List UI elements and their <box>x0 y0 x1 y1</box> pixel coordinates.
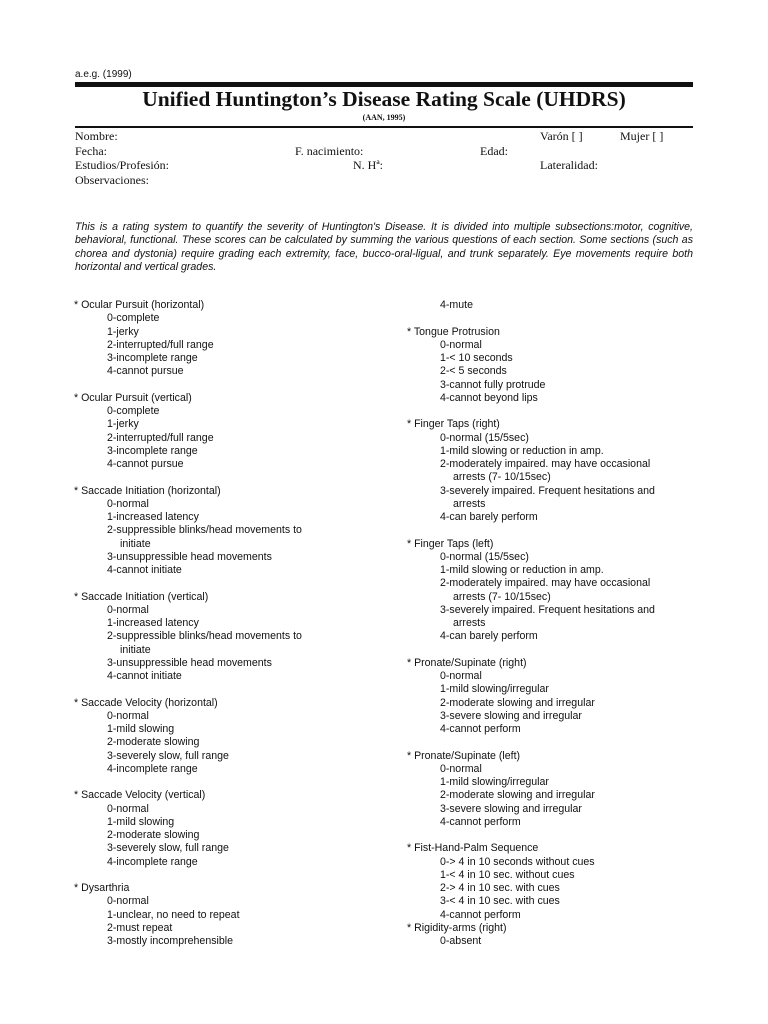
rating-option <box>407 379 707 392</box>
rating-option <box>74 405 394 418</box>
rating-option <box>407 392 707 405</box>
field-nh: N. Hª: <box>353 158 383 172</box>
item-heading: * Rigidity-arms (right) <box>407 921 507 934</box>
field-mujer: Mujer [ ] <box>620 129 664 143</box>
item-finger-taps-right <box>407 418 707 524</box>
rating-option <box>74 524 394 551</box>
field-estudios: Estudios/Profesión: <box>75 158 170 172</box>
rating-option-text: 2-moderate slowing <box>107 829 200 841</box>
rating-option <box>74 511 394 524</box>
rating-option-text: 3-incomplete range <box>107 444 198 457</box>
left-column <box>74 299 394 962</box>
rating-option-text: 4-cannot beyond lips <box>440 391 538 404</box>
rating-option <box>407 352 707 365</box>
item-heading: * Saccade Velocity (horizontal) <box>74 696 218 709</box>
rating-option-text: 3-< 4 in 10 sec. with cues <box>440 895 560 908</box>
rating-option <box>74 458 394 471</box>
rating-option <box>74 445 394 458</box>
rating-option <box>407 458 707 485</box>
rating-option-text: 1-mild slowing or reduction in amp. <box>440 444 604 457</box>
field-edad: Edad: <box>480 144 508 158</box>
field-lateralidad: Lateralidad: <box>540 158 598 172</box>
rating-option <box>74 829 394 842</box>
field-nombre: Nombre: <box>75 129 118 143</box>
rating-option-text: 4-incomplete range <box>107 762 198 775</box>
rating-option-text: 3-unsuppressible head movements <box>107 550 272 563</box>
rating-option <box>74 498 394 511</box>
rating-option <box>407 723 707 736</box>
rating-option-text: 0-complete <box>107 405 160 417</box>
rating-option <box>407 485 707 512</box>
item-rigidity-arms-right <box>407 922 707 949</box>
rating-option-text: 3-incomplete range <box>107 352 198 364</box>
rating-option-text: 2-interrupted/full range <box>107 431 214 444</box>
rating-option-text: 2-moderately impaired. may have occasional <box>440 577 651 590</box>
rating-option <box>407 577 707 604</box>
rating-option-text: 1-mild slowing/irregular <box>440 776 549 788</box>
rating-option-text: 4-cannot pursue <box>107 458 184 470</box>
rating-option <box>407 856 707 869</box>
rating-option <box>407 763 707 776</box>
rating-option <box>407 670 707 683</box>
rating-option <box>407 630 707 643</box>
rating-option <box>74 432 394 445</box>
rating-option <box>74 630 394 657</box>
rating-option-text: 2-suppressible blinks/head movements to <box>107 630 302 643</box>
item-heading: * Pronate/Supinate (left) <box>407 749 521 762</box>
rating-option <box>407 776 707 789</box>
rating-option-text: 0-normal <box>440 338 482 351</box>
item-heading: * Ocular Pursuit (horizontal) <box>74 299 205 311</box>
rating-option <box>74 763 394 776</box>
rating-option-text: 2-moderate slowing <box>107 736 200 749</box>
rating-option-text: 0-absent <box>440 935 482 947</box>
rating-option-text: 2-> 4 in 10 sec. with cues <box>440 882 560 894</box>
rating-option-text: 4-can barely perform <box>440 511 538 523</box>
rating-option <box>74 723 394 736</box>
item-fist-hand-palm-sequence <box>407 842 707 922</box>
rating-option <box>74 564 394 577</box>
right-column <box>407 299 707 962</box>
rating-option <box>74 670 394 683</box>
rating-option-text: 4-cannot perform <box>440 723 521 735</box>
document-title: Unified Huntington’s Disease Rating Scale (UHDRS) <box>142 87 626 111</box>
rating-option <box>407 365 707 378</box>
rating-option-text: 2-suppressible blinks/head movements to <box>107 524 302 537</box>
rating-option-text: 1-< 10 seconds <box>440 352 513 364</box>
rating-option-text: 2-interrupted/full range <box>107 338 214 351</box>
field-observaciones: Observaciones: <box>75 173 149 187</box>
rating-option <box>407 869 707 882</box>
rating-option <box>407 604 707 631</box>
rating-option-text: 3-mostly incomprehensible <box>107 935 234 947</box>
rating-option-text: 4-cannot initiate <box>107 564 182 576</box>
rating-option <box>74 922 394 935</box>
rating-option <box>74 935 394 948</box>
rating-option-text: 1-mild slowing <box>107 815 175 828</box>
rating-option-text: 0-normal <box>107 497 149 510</box>
rating-option-text: 3-severely impaired. Frequent hesitations and <box>440 484 655 497</box>
list-item: 4-mute <box>440 299 473 311</box>
item-dysarthria <box>74 882 394 948</box>
rating-option-text: 4-cannot perform <box>440 815 521 828</box>
rating-option-text: 1-unclear, no need to repeat <box>107 908 240 921</box>
rating-option-continuation: arrests (7- 10/15sec) <box>453 471 551 484</box>
rating-option-text: 4-can barely perform <box>440 630 538 643</box>
item-heading: * Pronate/Supinate (right) <box>407 656 527 669</box>
item-heading: * Finger Taps (right) <box>407 418 500 431</box>
item-pronate-supinate-right <box>407 657 707 737</box>
header-note: a.e.g. (1999) <box>75 69 132 80</box>
item-heading: * Saccade Initiation (vertical) <box>74 590 209 603</box>
rating-option-text: 4-cannot initiate <box>107 670 182 682</box>
rating-option-text: 1-increased latency <box>107 511 199 523</box>
rating-option <box>74 551 394 564</box>
rating-option <box>407 432 707 445</box>
field-nacimiento: F. nacimiento: <box>295 144 364 158</box>
rating-option-text: 2-moderately impaired. may have occasional <box>440 458 651 470</box>
rating-option-text: 3-severely slow, full range <box>107 749 229 762</box>
rating-option-text: 1-mild slowing <box>107 723 175 735</box>
rating-option <box>74 657 394 670</box>
header-bottom-rule <box>75 126 693 128</box>
rating-option <box>74 909 394 922</box>
rating-option-text: 1-< 4 in 10 sec. without cues <box>440 868 575 881</box>
rating-option-text: 3-cannot fully protrude <box>440 378 546 391</box>
rating-option-text: 3-unsuppressible head movements <box>107 656 272 669</box>
rating-option <box>74 418 394 431</box>
rating-option <box>407 683 707 696</box>
rating-option <box>407 882 707 895</box>
rating-option-text: 1-jerky <box>107 325 139 338</box>
item-heading: * Ocular Pursuit (vertical) <box>74 391 192 404</box>
rating-option-text: 2-moderate slowing and irregular <box>440 789 595 802</box>
rating-option-text: 1-jerky <box>107 418 139 431</box>
rating-option <box>74 803 394 816</box>
rating-option <box>74 352 394 365</box>
rating-option <box>407 935 707 948</box>
rating-option <box>407 511 707 524</box>
rating-option <box>407 564 707 577</box>
rating-option-text: 0-normal (15/5sec) <box>440 431 529 444</box>
rating-option <box>74 617 394 630</box>
rating-option <box>74 736 394 749</box>
rating-option <box>407 445 707 458</box>
item-heading: * Fist-Hand-Palm Sequence <box>407 842 539 855</box>
rating-option <box>74 312 394 325</box>
item-saccade-initiation-horizontal <box>74 485 394 578</box>
rating-option <box>74 750 394 763</box>
rating-option <box>407 789 707 802</box>
rating-option <box>407 551 707 564</box>
rating-option-continuation: initiate <box>120 537 151 550</box>
rating-option-text: 0-normal <box>107 709 149 722</box>
item-heading: * Dysarthria <box>74 882 130 894</box>
rating-option <box>74 856 394 869</box>
rating-option-text: 2-< 5 seconds <box>440 365 507 378</box>
field-fecha: Fecha: <box>75 144 107 158</box>
rating-option-continuation: arrests <box>453 497 486 510</box>
rating-option-text: 2-moderate slowing and irregular <box>440 696 595 709</box>
rating-option-text: 3-severe slowing and irregular <box>440 709 582 722</box>
rating-option <box>74 326 394 339</box>
item-ocular-pursuit-horizontal <box>74 299 394 379</box>
intro-paragraph: This is a rating system to quantify the severity of Huntington's Disease. It is divided into multiple subsections:motor, cognitive, behavioral, functional. These scores can be calculated by summing the various questions of each section. Some sections (such as chorea and dystonia) require grading each extremity, face, bucco-oral-ligual, and trunk separately. Eye movements require both horizontal and vertical grades. <box>75 221 693 273</box>
rating-option-text: 3-severe slowing and irregular <box>440 802 582 815</box>
rating-option <box>407 895 707 908</box>
rating-option-text: 0-normal <box>440 670 482 682</box>
rating-option-text: 3-severely slow, full range <box>107 842 229 855</box>
rating-option <box>74 339 394 352</box>
item-saccade-initiation-vertical <box>74 591 394 684</box>
rating-option-text: 3-severely impaired. Frequent hesitations and <box>440 603 655 616</box>
rating-option-text: 1-mild slowing/irregular <box>440 683 549 696</box>
rating-option <box>74 604 394 617</box>
field-varon: Varón [ ] <box>540 129 583 143</box>
item-tongue-protrusion <box>407 326 707 406</box>
rating-option <box>74 710 394 723</box>
item-finger-taps-left <box>407 538 707 644</box>
rating-option-text: 0-normal <box>107 895 149 908</box>
rating-option-text: 4-cannot perform <box>440 908 521 921</box>
rating-option-text: 0-normal <box>107 603 149 616</box>
item-heading: * Saccade Velocity (vertical) <box>74 789 206 802</box>
item-pronate-supinate-left <box>407 750 707 830</box>
rating-option <box>74 816 394 829</box>
rating-option <box>74 895 394 908</box>
rating-option-text: 0-> 4 in 10 seconds without cues <box>440 855 595 868</box>
item-heading: * Tongue Protrusion <box>407 325 500 338</box>
rating-option-text: 0-normal <box>440 762 482 775</box>
item-ocular-pursuit-vertical <box>74 392 394 472</box>
rating-option <box>407 339 707 352</box>
rating-option <box>407 697 707 710</box>
rating-option-text: 1-mild slowing or reduction in amp. <box>440 564 604 576</box>
rating-option <box>407 909 707 922</box>
rating-option-text: 0-normal <box>107 802 149 815</box>
item-heading: * Saccade Initiation (horizontal) <box>74 484 221 497</box>
rating-option-text: 1-increased latency <box>107 617 199 629</box>
rating-option <box>407 710 707 723</box>
rating-option-continuation: arrests (7- 10/15sec) <box>453 590 551 603</box>
document-subtitle: (AAN, 1995) <box>362 113 406 122</box>
item-saccade-velocity-vertical <box>74 789 394 869</box>
item-saccade-velocity-horizontal <box>74 697 394 777</box>
item-heading: * Finger Taps (left) <box>407 537 494 550</box>
rating-option <box>74 842 394 855</box>
rating-option-text: 4-incomplete range <box>107 855 198 868</box>
rating-option-text: 0-normal (15/5sec) <box>440 550 529 563</box>
rating-option <box>407 816 707 829</box>
rating-option-text: 2-must repeat <box>107 921 173 934</box>
rating-option <box>74 365 394 378</box>
rating-option-continuation: initiate <box>120 643 151 656</box>
rating-option-text: 0-complete <box>107 312 160 325</box>
rating-option-continuation: arrests <box>453 617 486 629</box>
rating-option-text: 4-cannot pursue <box>107 365 184 378</box>
rating-option <box>407 803 707 816</box>
